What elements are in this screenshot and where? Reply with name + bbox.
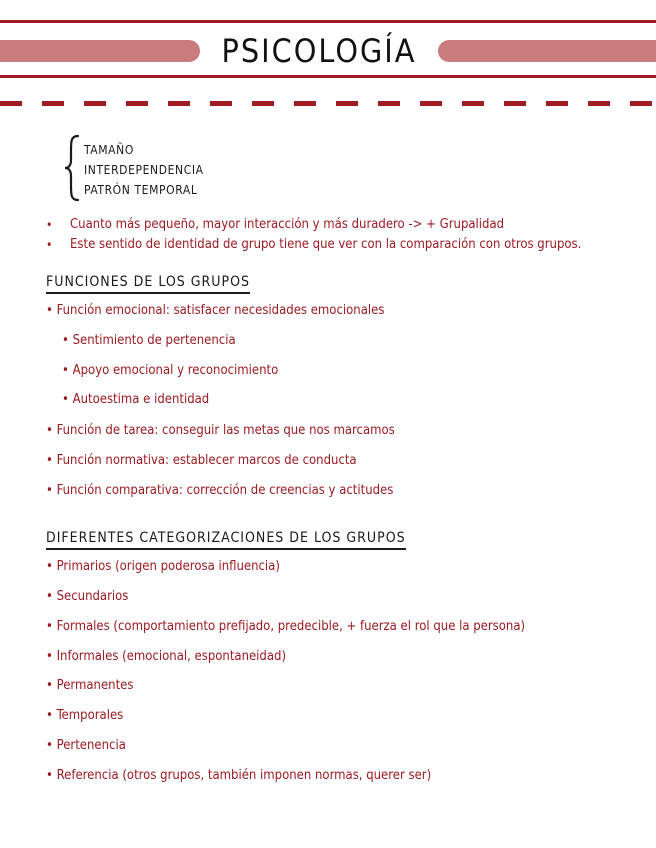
list-item: • Referencia (otros grupos, también imponen normas, querer ser): [46, 768, 432, 783]
header-top-rule: [0, 20, 656, 23]
header-bottom-rule: [0, 75, 656, 78]
list-item: • Función normativa: establecer marcos de conducta: [46, 453, 357, 468]
list-item: • Temporales: [46, 708, 124, 723]
brace-list: [84, 140, 204, 200]
sub-list-item: • Sentimiento de pertenencia: [62, 333, 236, 348]
list-item: • Función emocional: satisfacer necesidades emocionales: [46, 303, 385, 318]
section-heading-functions: FUNCIONES DE LOS GRUPOS: [46, 272, 250, 294]
sub-list-item: • Apoyo emocional y reconocimiento: [62, 363, 279, 378]
brace-item: PATRÓN TEMPORAL: [84, 183, 198, 197]
intro-bullet: Cuanto más pequeño, mayor interacción y más duradero -> + Grupalidad: [70, 217, 505, 232]
header-right-pill: [438, 40, 656, 62]
list-item: • Informales (emocional, espontaneidad): [46, 649, 287, 664]
dashed-divider: [0, 101, 656, 106]
list-item: • Función comparativa: corrección de creencias y actitudes: [46, 483, 394, 498]
curly-brace-icon: [62, 133, 80, 203]
brace-item: TAMAÑO: [84, 143, 134, 157]
bullet-dot: •: [46, 218, 53, 232]
intro-bullet: Este sentido de identidad de grupo tiene que ver con la comparación con otros grupos.: [70, 237, 582, 252]
list-item: • Pertenencia: [46, 738, 126, 753]
bullet-dot: •: [46, 238, 53, 252]
list-item: • Secundarios: [46, 589, 129, 604]
list-item: • Formales (comportamiento prefijado, predecible, + fuerza el rol que la persona): [46, 619, 526, 634]
header-left-pill: [0, 40, 200, 62]
list-item: • Función de tarea: conseguir las metas que nos marcamos: [46, 423, 395, 438]
page-title: PSICOLOGÍA: [221, 32, 417, 70]
section-heading-categorizations: DIFERENTES CATEGORIZACIONES DE LOS GRUPOS: [46, 528, 406, 550]
brace-item: INTERDEPENDENCIA: [84, 163, 204, 177]
list-item: • Permanentes: [46, 678, 134, 693]
list-item: • Primarios (origen poderosa influencia): [46, 559, 280, 574]
sub-list-item: • Autoestima e identidad: [62, 392, 210, 407]
